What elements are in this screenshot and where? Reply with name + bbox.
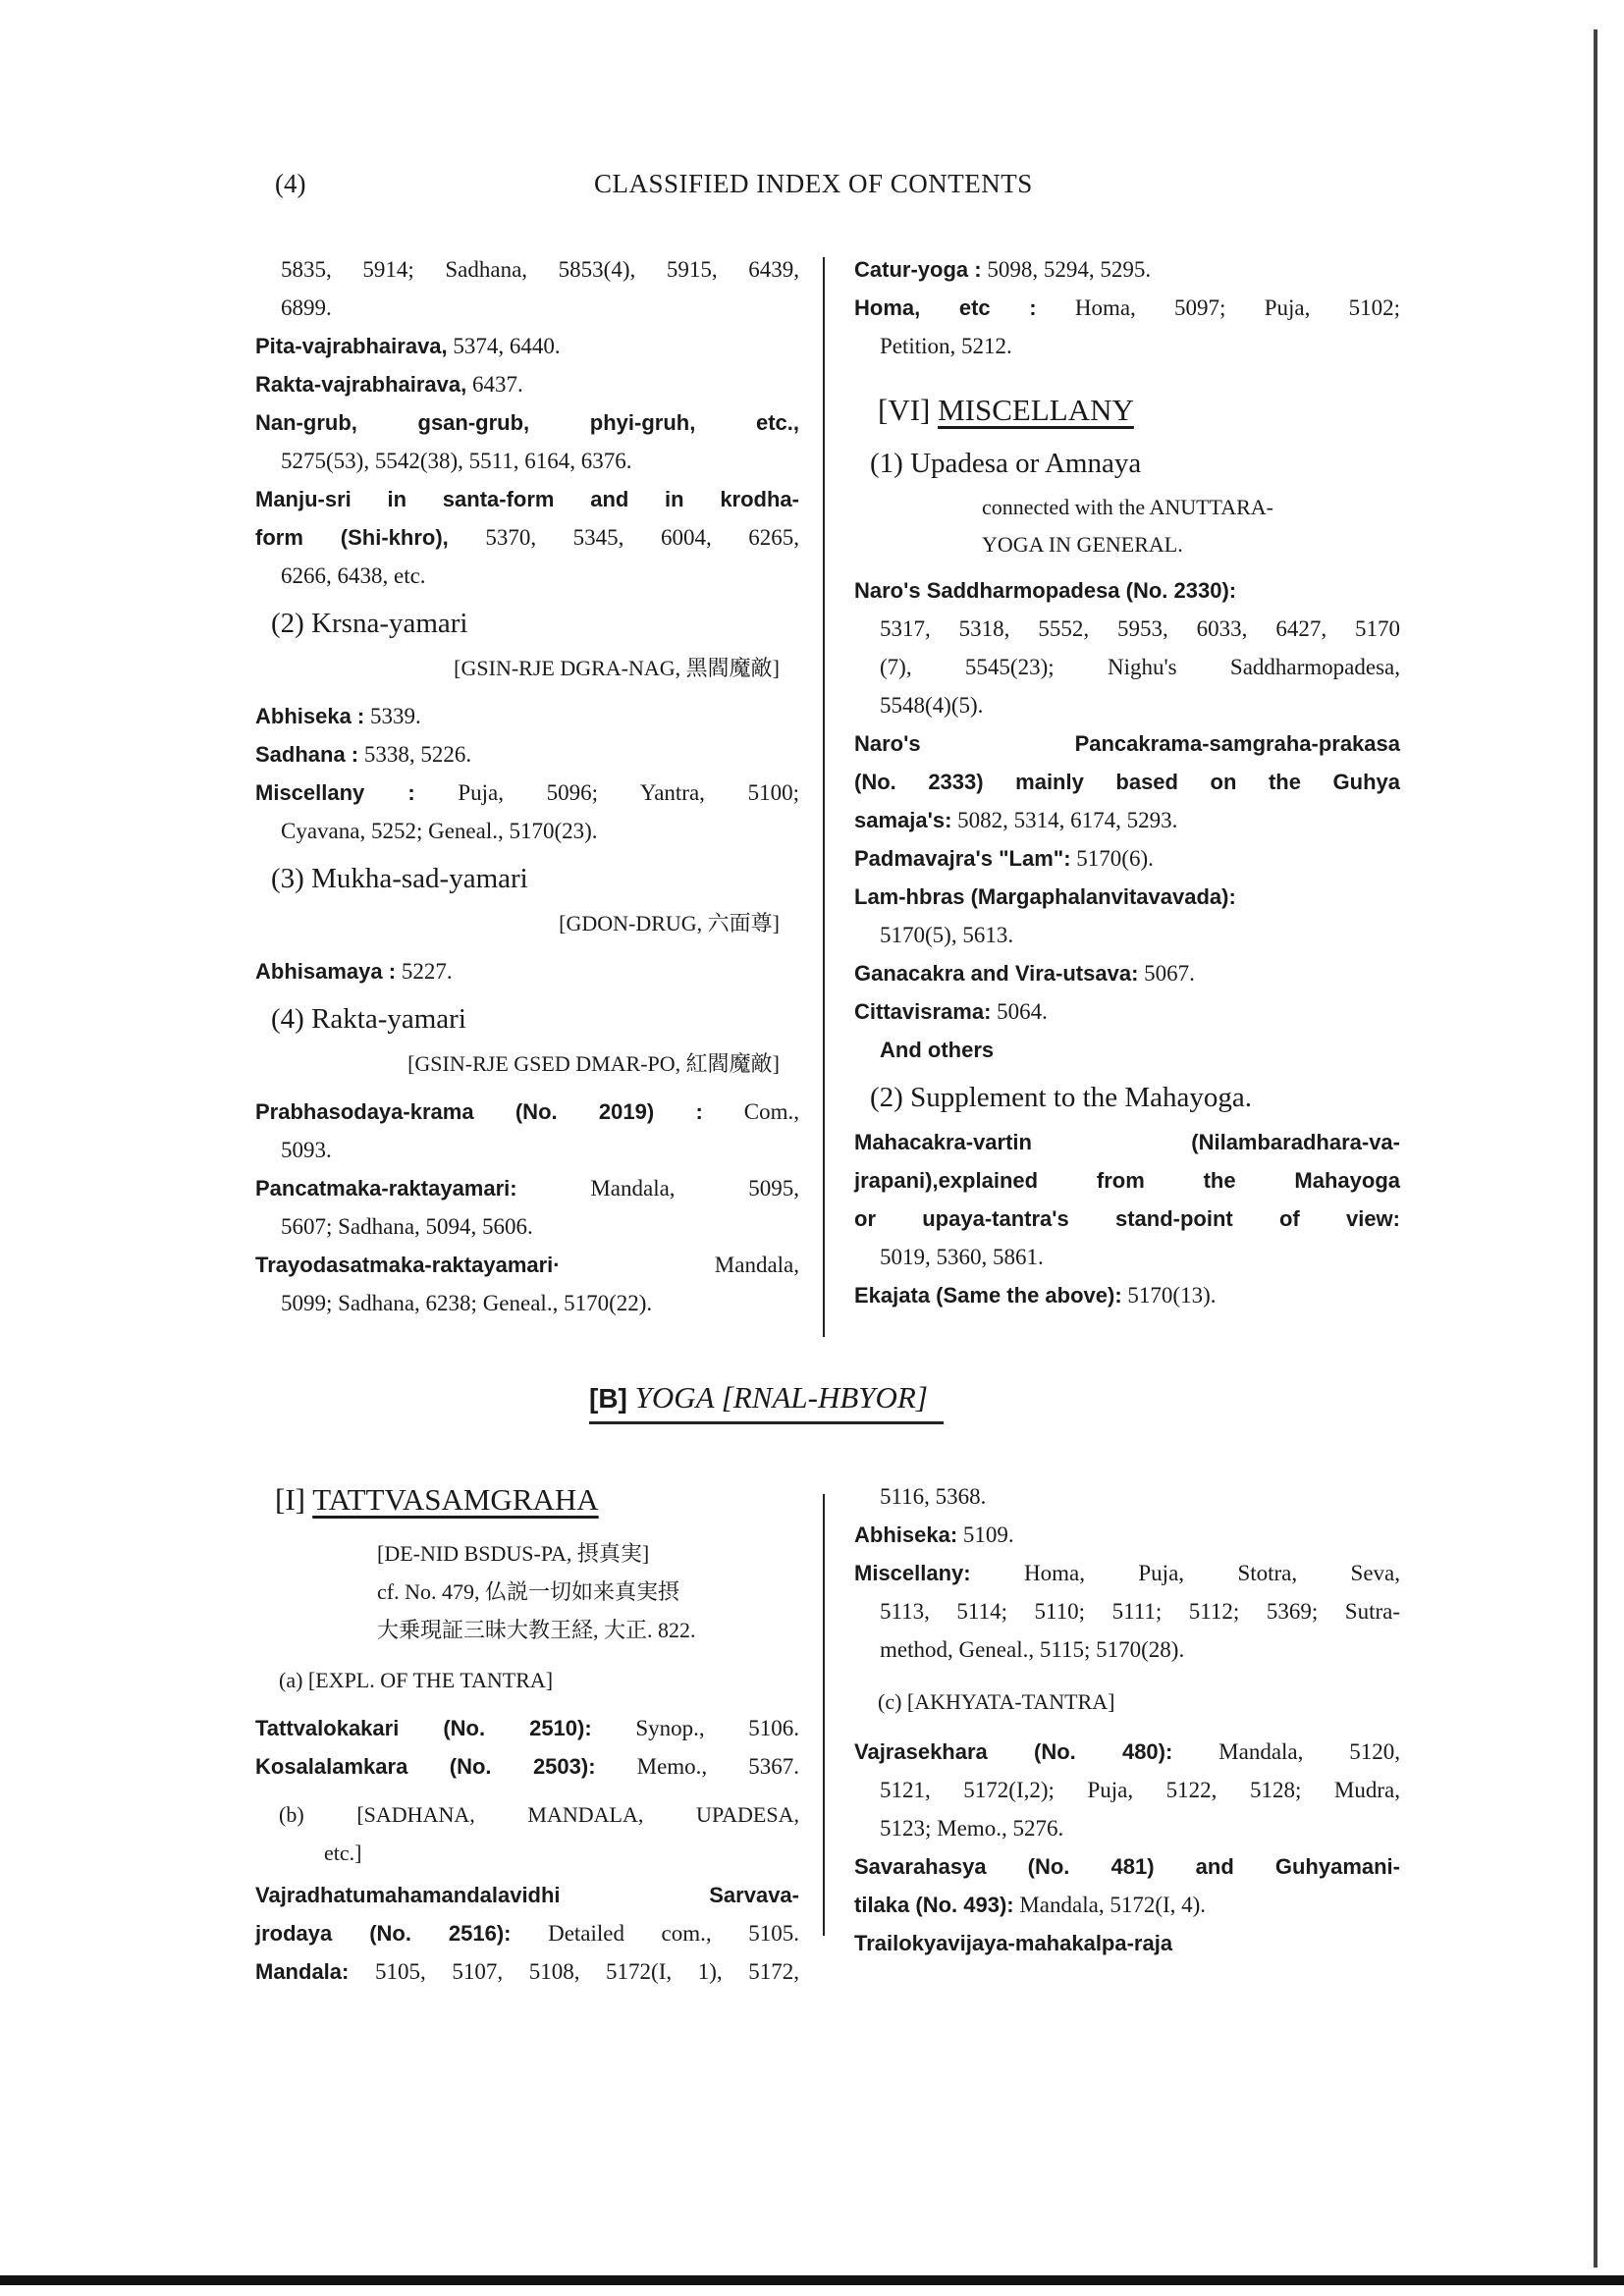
entry-term: Sadhana : — [255, 742, 359, 767]
tibetan-title: [DE-NID BSDUS-PA, 摂真実] — [377, 1541, 650, 1566]
subsection-head: (a) [EXPL. OF THE TANTRA] — [279, 1668, 554, 1692]
entry-refs: Detailed com., 5105. — [511, 1921, 799, 1946]
page-number: (4) — [275, 169, 306, 198]
entry-term: or upaya-tantra's stand-point of view: — [854, 1206, 1400, 1231]
index-entry — [854, 1031, 1400, 1069]
cross-reference: cf. No. 479, 仏説一切如来真実摂 — [377, 1579, 679, 1604]
entry-refs: Homa, 5097; Puja, 5102; — [1036, 295, 1400, 320]
running-title: CLASSIFIED INDEX OF CONTENTS — [594, 169, 1033, 198]
index-entry — [255, 1952, 799, 1991]
entry-term: Prabhasodaya-krama (No. 2019) : — [255, 1099, 703, 1124]
entry-refs: 5339. — [364, 704, 421, 728]
entry-refs: 5338, 5226. — [358, 742, 472, 767]
index-entry — [854, 1516, 1400, 1554]
entry-refs: 5099; Sadhana, 6238; Geneal., 5170(22). — [281, 1291, 653, 1315]
index-entry — [255, 1747, 799, 1786]
index-entry — [255, 952, 799, 990]
entry-term: Abhiseka: — [854, 1522, 958, 1547]
entry-refs: 5370, 5345, 6004, 6265, — [448, 525, 799, 550]
entry-refs: Com., — [702, 1099, 799, 1124]
entry-term: Lam-hbras (Margaphalanvitavavada): — [854, 884, 1236, 909]
section-heading-i — [275, 1480, 799, 1519]
subsection-title: (2) Supplement to the Mahayoga. — [870, 1082, 1252, 1113]
entry-refs: 5607; Sadhana, 5094, 5606. — [281, 1214, 533, 1239]
section-b-heading — [589, 1380, 944, 1424]
index-entry — [854, 1924, 1400, 1962]
entry-term: Ganacakra and Vira-utsava: — [854, 961, 1139, 986]
subsection-head: etc.] — [324, 1841, 362, 1865]
section-heading-vi — [878, 391, 1400, 429]
index-entry — [854, 878, 1400, 916]
entry-term: Trayodasatmaka-raktayamari· — [255, 1253, 561, 1277]
entry-refs: 5082, 5314, 6174, 5293. — [951, 808, 1178, 832]
entry-refs: 5170(13). — [1121, 1283, 1217, 1308]
index-entry — [255, 1169, 799, 1207]
section-number: [VI] — [878, 393, 931, 427]
index-entry — [255, 1914, 799, 1952]
entry-term: Mahacakra-vartin (Nilambaradhara-va- — [854, 1130, 1400, 1154]
index-entry — [854, 571, 1400, 610]
subsection-title: (2) Krsna-yamari — [271, 608, 468, 639]
index-entry — [854, 839, 1400, 878]
entry-refs: 5548(4)(5). — [880, 693, 984, 718]
entry-refs: 6266, 6438, etc. — [281, 563, 426, 588]
entry-term: Ekajata (Same the above): — [854, 1283, 1122, 1308]
entry-refs: 5121, 5172(I,2); Puja, 5122, 5128; Mudra, — [880, 1778, 1400, 1802]
subsection-title: (1) Upadesa or Amnaya — [870, 448, 1142, 479]
entry-refs: Synop., 5106. — [591, 1716, 799, 1740]
index-entry — [255, 735, 799, 774]
entry-term: Homa, etc : — [854, 295, 1037, 320]
entry-term: Abhiseka : — [255, 704, 365, 728]
entry-term: samaja's: — [854, 808, 952, 832]
entry-refs: 5064. — [991, 999, 1048, 1024]
entry-refs: 5275(53), 5542(38), 5511, 6164, 6376. — [281, 449, 632, 473]
entry-term: Savarahasya (No. 481) and Guhyamani- — [854, 1854, 1400, 1879]
entry-term: Pancatmaka-raktayamari: — [255, 1176, 517, 1201]
index-entry — [854, 1847, 1400, 1886]
column-divider-bottom — [823, 1494, 825, 1936]
entry-term: (No. 2333) mainly based on the Guhya — [854, 770, 1400, 794]
subsection-head: (b) [SADHANA, MANDALA, UPADESA, — [279, 1802, 799, 1827]
entry-refs: 5116, 5368. — [880, 1484, 987, 1509]
entry-refs: 5374, 6440. — [447, 334, 561, 358]
entry-refs: 5067. — [1138, 961, 1195, 986]
entry-term: Pita-vajrabhairava, — [255, 334, 448, 358]
subsection-note: connected with the ANUTTARA- — [982, 495, 1273, 519]
index-entry — [854, 1554, 1400, 1592]
subsection-title: (4) Rakta-yamari — [271, 1003, 466, 1035]
top-right-column — [854, 250, 1400, 1314]
index-entry — [255, 365, 799, 403]
entry-refs: 5019, 5360, 5861. — [880, 1245, 1044, 1269]
index-entry — [255, 1093, 799, 1131]
section-title: TATTVASAMGRAHA — [312, 1482, 599, 1517]
index-entry — [255, 1876, 799, 1914]
index-entry — [255, 480, 799, 518]
entry-term: Abhisamaya : — [255, 959, 397, 984]
bottom-right-column — [854, 1477, 1400, 1962]
entry-term: Nan-grub, gsan-grub, phyi-gruh, etc., — [255, 410, 799, 435]
entry-refs: 5170(5), 5613. — [880, 923, 1014, 947]
entry-refs: Mandala, — [560, 1253, 799, 1277]
index-entry — [854, 724, 1400, 763]
entry-refs: 5317, 5318, 5552, 5953, 6033, 6427, 5170 — [880, 616, 1400, 641]
tibetan-title: [GDON-DRUG, 六面尊] — [559, 911, 780, 935]
entry-term: jrodaya (No. 2516): — [255, 1921, 512, 1946]
index-entry — [854, 1886, 1400, 1924]
entry-refs: 5105, 5107, 5108, 5172(I, 1), 5172, — [349, 1959, 799, 1984]
section-title: YOGA [RNAL-HBYOR] — [634, 1380, 928, 1415]
index-entry — [255, 774, 799, 812]
top-left-column — [255, 250, 799, 1322]
column-divider-top — [823, 257, 825, 1337]
entry-refs: 5123; Memo., 5276. — [880, 1816, 1064, 1841]
index-entry — [255, 403, 799, 442]
entry-term: And others — [880, 1038, 995, 1062]
index-entry — [854, 992, 1400, 1031]
entry-refs: Petition, 5212. — [880, 334, 1012, 358]
entry-term: Trailokyavijaya-mahakalpa-raja — [854, 1931, 1173, 1955]
section-title: MISCELLANY — [938, 393, 1134, 427]
tibetan-title: [GSIN-RJE GSED DMAR-PO, 紅閻魔敵] — [407, 1051, 780, 1076]
scan-right-edge — [1594, 29, 1597, 2268]
cross-reference: 大乗現証三昧大教王経, 大正. 822. — [377, 1618, 696, 1642]
index-entry — [854, 954, 1400, 992]
section-number: [I] — [275, 1482, 305, 1517]
entry-refs: (7), 5545(23); Nighu's Saddharmopadesa, — [880, 655, 1400, 679]
entry-refs: 5227. — [396, 959, 453, 984]
entry-term: Padmavajra's "Lam": — [854, 846, 1071, 871]
index-entry — [255, 1709, 799, 1747]
subsection-note: YOGA IN GENERAL. — [982, 532, 1183, 557]
entry-refs: method, Geneal., 5115; 5170(28). — [880, 1637, 1185, 1662]
entry-term: Rakta-vajrabhairava, — [255, 372, 467, 397]
entry-term: Vajradhatumahamandalavidhi Sarvava- — [255, 1883, 799, 1907]
index-entry — [854, 1200, 1400, 1238]
continuation-line: 6899. — [281, 295, 332, 320]
entry-refs: Mandala, 5120, — [1172, 1739, 1400, 1764]
index-entry — [854, 250, 1400, 289]
index-entry — [854, 763, 1400, 801]
entry-term: jrapani),explained from the Mahayoga — [854, 1168, 1400, 1193]
index-entry — [255, 1246, 799, 1284]
entry-refs: 5093. — [281, 1138, 332, 1162]
entry-term: Manju-sri in santa-form and in krodha- — [255, 487, 799, 511]
index-entry — [854, 1161, 1400, 1200]
entry-refs: 6437. — [466, 372, 523, 397]
entry-term: Kosalalamkara (No. 2503): — [255, 1754, 596, 1779]
entry-term: Vajrasekhara (No. 480): — [854, 1739, 1173, 1764]
index-entry — [854, 289, 1400, 327]
index-entry — [255, 327, 799, 365]
entry-term: Tattvalokakari (No. 2510): — [255, 1716, 592, 1740]
scan-bottom-edge — [0, 2275, 1624, 2285]
subsection-head: (c) [AKHYATA-TANTRA] — [878, 1689, 1115, 1714]
entry-term: tilaka (No. 493): — [854, 1893, 1014, 1917]
entry-refs: 5109. — [957, 1522, 1014, 1547]
entry-term: Miscellany : — [255, 780, 415, 805]
entry-term: Cittavisrama: — [854, 999, 992, 1024]
entry-refs: 5170(6). — [1070, 846, 1154, 871]
index-entry — [854, 1733, 1400, 1771]
tibetan-title: [GSIN-RJE DGRA-NAG, 黑閻魔敵] — [454, 656, 780, 680]
subsection-title: (3) Mukha-sad-yamari — [271, 863, 528, 894]
entry-refs: Puja, 5096; Yantra, 5100; — [414, 780, 799, 805]
entry-term: Naro's Pancakrama-samgraha-prakasa — [854, 731, 1400, 756]
entry-refs: Cyavana, 5252; Geneal., 5170(23). — [281, 819, 598, 843]
entry-refs: 5113, 5114; 5110; 5111; 5112; 5369; Sutra- — [880, 1599, 1400, 1624]
index-entry — [854, 1123, 1400, 1161]
entry-refs: Mandala, 5095, — [516, 1176, 799, 1201]
continuation-line: 5835, 5914; Sadhana, 5853(4), 5915, 6439, — [281, 257, 799, 282]
entry-refs: Memo., 5367. — [595, 1754, 799, 1779]
index-entry — [854, 801, 1400, 839]
index-entry — [255, 697, 799, 735]
entry-term: Miscellany: — [854, 1561, 971, 1585]
entry-term: Catur-yoga : — [854, 257, 982, 282]
section-mark: [B] — [589, 1383, 627, 1414]
entry-term: Naro's Saddharmopadesa (No. 2330): — [854, 578, 1237, 603]
entry-refs: Mandala, 5172(I, 4). — [1013, 1893, 1207, 1917]
entry-term: form (Shi-khro), — [255, 525, 449, 550]
bottom-left-column — [255, 1472, 799, 1991]
entry-refs: Homa, Puja, Stotra, Seva, — [970, 1561, 1400, 1585]
entry-term: Mandala: — [255, 1959, 350, 1984]
index-entry — [255, 518, 799, 557]
index-entry — [854, 1276, 1400, 1314]
entry-refs: 5098, 5294, 5295. — [981, 257, 1152, 282]
